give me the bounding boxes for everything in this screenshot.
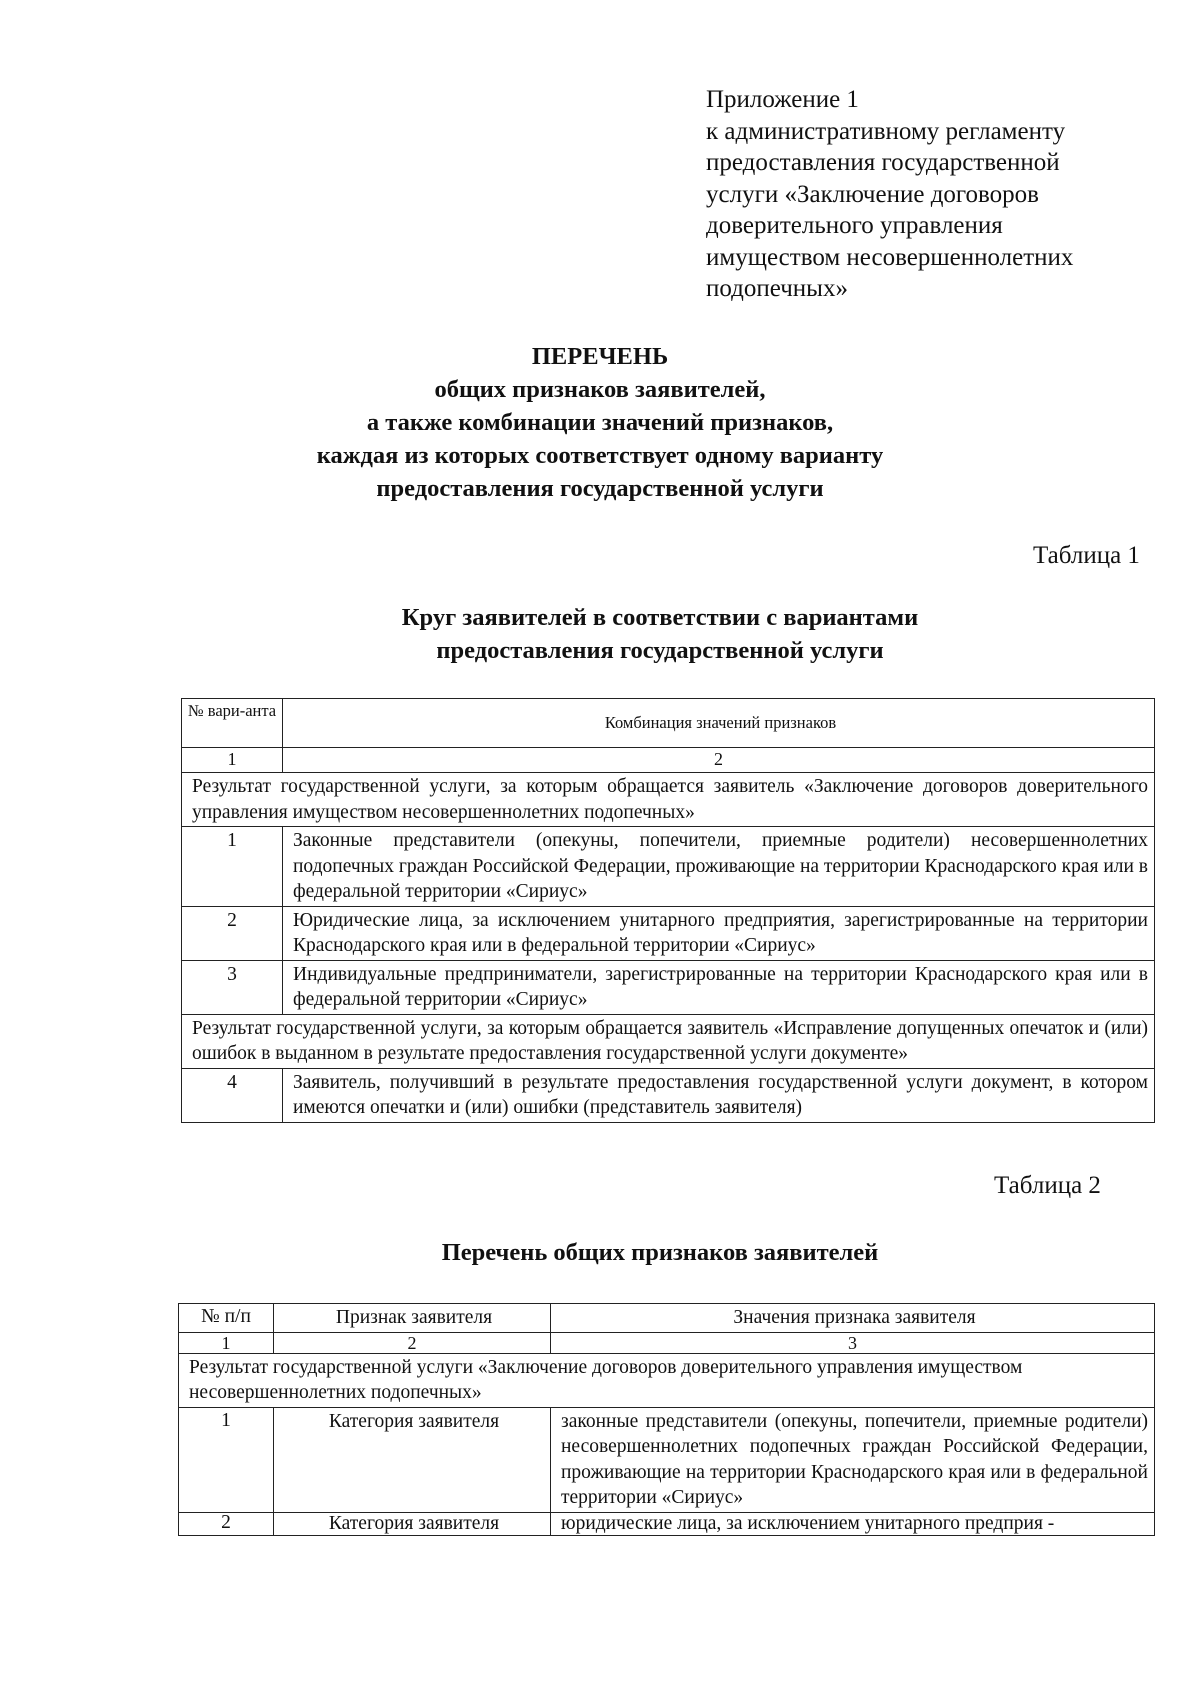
appendix-line: услуги «Заключение договоров (706, 180, 1039, 208)
table1-title-line: предоставления государственной услуги (436, 637, 884, 664)
table-header-row (179, 1304, 1155, 1333)
variant-number: 1 (182, 827, 283, 907)
item-number: 2 (179, 1512, 274, 1535)
table-row (182, 960, 1155, 1014)
attribute-name: Категория заявителя (274, 1512, 551, 1535)
variant-text: Юридические лица, за исключением унитарного предприятия, зарегистрированные на территории Краснодарского края или в федеральной территории «Сириус» (283, 906, 1155, 960)
appendix-line: Приложение 1 (706, 86, 859, 113)
appendix-line: подопечных» (706, 275, 848, 302)
variant-number: 3 (182, 960, 283, 1014)
variant-number: 4 (182, 1068, 283, 1122)
table-index-row (182, 748, 1155, 773)
table2-title: Перечень общих признаков заявителей (441, 1239, 879, 1266)
table-header-row (182, 699, 1155, 748)
table-row (179, 1407, 1155, 1512)
variant-text: Заявитель, получивший в результате предоставления государственной услуги документ, в котором имеются опечатки и (или) ошибки (представитель заявителя) (283, 1068, 1155, 1122)
header-attribute: Признак заявителя (274, 1304, 551, 1333)
section-row (182, 1014, 1155, 1068)
header-variant-number: № вари-анта (182, 699, 283, 748)
section-result-correction: Результат государственной услуги, за которым обращается заявитель «Исправление допущенных опечаток и (или) ошибок в выданном в результате предоставления государственной услуги документе» (182, 1014, 1155, 1068)
variant-text: Законные представители (опекуны, попечители, приемные родители) несовершеннолетних подопечных граждан Российской Федерации, проживающие на территории Краснодарского края или в федеральной территории «Сириус» (283, 827, 1155, 907)
header-attribute-values: Значения признака заявителя (551, 1304, 1155, 1333)
table-row (182, 827, 1155, 907)
index-cell: 1 (182, 748, 283, 773)
header-item-number: № п/п (179, 1304, 274, 1333)
table1 (181, 698, 1155, 1123)
attribute-name: Категория заявителя (274, 1407, 551, 1512)
section-row (182, 773, 1155, 827)
index-cell: 3 (551, 1332, 1155, 1353)
table-row (179, 1512, 1155, 1535)
main-title-line: ПЕРЕЧЕНЬ (531, 343, 669, 370)
section-result-contract: Результат государственной услуги, за которым обращается заявитель «Заключение договоров доверительного управления имуществом несовершеннолетних подопечных» (182, 773, 1155, 827)
table-row (182, 906, 1155, 960)
main-title-line: каждая из которых соответствует одному варианту (316, 442, 884, 469)
index-cell: 2 (283, 748, 1155, 773)
appendix-line: предоставления государственной (706, 149, 1060, 176)
index-cell: 1 (179, 1332, 274, 1353)
table1-title-line: Круг заявителей в соответствии с вариантами (401, 604, 919, 631)
table1-title (60, 601, 1200, 667)
variant-text: Индивидуальные предприниматели, зарегистрированные на территории Краснодарского края или в федеральной территории «Сириус» (283, 960, 1155, 1014)
appendix-header (706, 84, 1146, 305)
table2-label: Таблица 2 (994, 1172, 1101, 1199)
table2 (178, 1303, 1155, 1536)
header-combination: Комбинация значений признаков (283, 699, 1155, 748)
main-title-line: а также комбинации значений признаков, (366, 409, 834, 436)
table1-label: Таблица 1 (1033, 542, 1140, 569)
appendix-line: доверительного управления (706, 212, 1003, 239)
appendix-line: к административному регламенту (706, 117, 1066, 145)
main-title-line: предоставления государственной услуги (376, 475, 824, 502)
table-row (182, 1068, 1155, 1122)
index-cell: 2 (274, 1332, 551, 1353)
attribute-value: законные представители (опекуны, попечители, приемные родители) несовершеннолетних подопечных граждан Российской Федерации, проживающие на территории Краснодарского края или в федеральной территории «Сириус» (551, 1407, 1155, 1512)
appendix-line: имуществом несовершеннолетних (706, 243, 1074, 271)
main-title (0, 340, 1200, 505)
variant-number: 2 (182, 906, 283, 960)
section-row (179, 1353, 1155, 1407)
item-number: 1 (179, 1407, 274, 1512)
section-result-contract: Результат государственной услуги «Заключение договоров доверительного управления имуществом несовершеннолетних подопечных» (179, 1353, 1155, 1407)
attribute-value: юридические лица, за исключением унитарного предприя - (551, 1512, 1155, 1535)
main-title-line: общих признаков заявителей, (434, 376, 766, 403)
table-index-row (179, 1332, 1155, 1353)
